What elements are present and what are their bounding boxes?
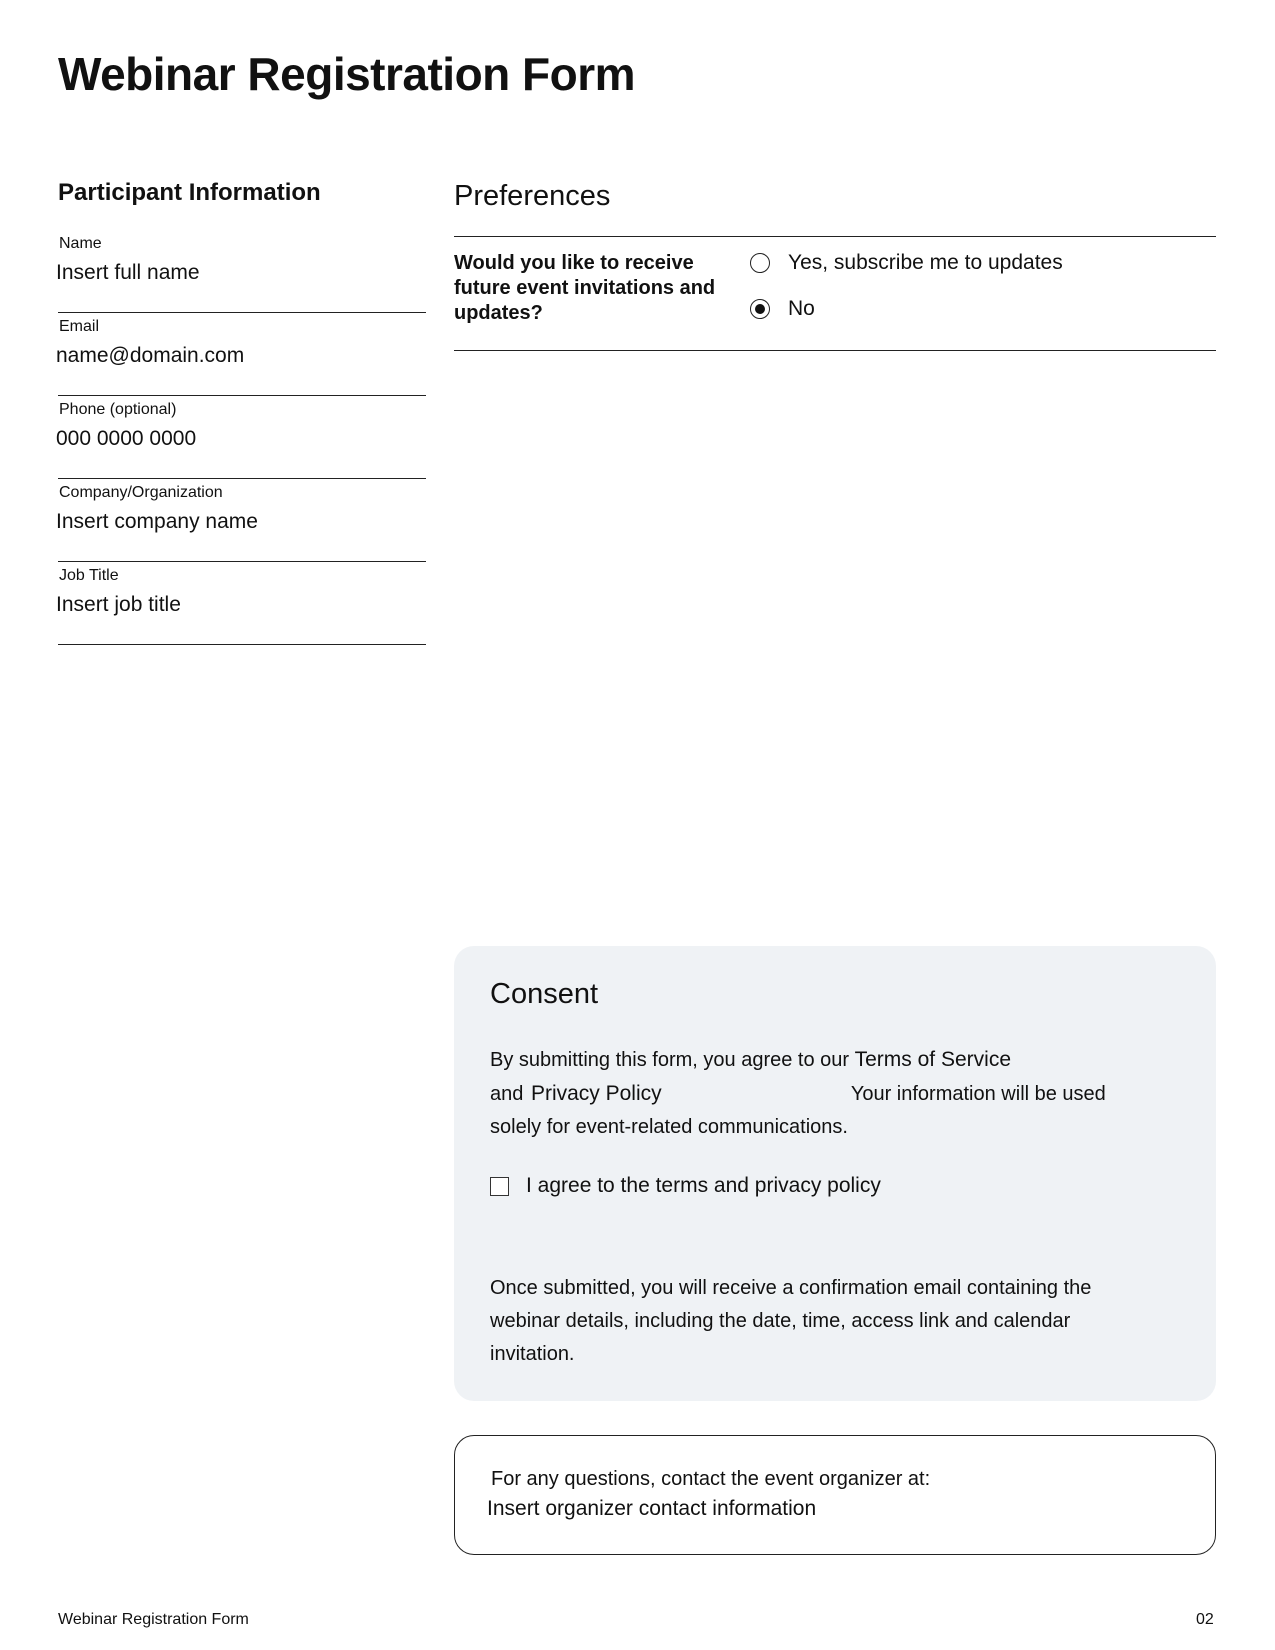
radio-yes[interactable] [750,253,770,273]
phone-field-group [58,396,426,479]
contact-text: For any questions, contact the event organizer at: [491,1468,931,1490]
agree-checkbox[interactable] [490,1177,509,1196]
radio-no[interactable] [750,299,770,319]
footer-title: Webinar Registration Form [58,1611,249,1628]
email-field-group [58,313,426,396]
consent-panel [454,946,1216,1401]
consent-and: and [490,1083,524,1105]
company-label: Company/Organization [59,484,223,501]
radio-yes-label: Yes, subscribe me to updates [788,251,1063,274]
participant-heading: Participant Information [58,179,321,206]
job-title-label: Job Title [59,567,119,584]
job-title-input[interactable] [56,592,426,618]
company-input[interactable] [56,509,426,535]
phone-label: Phone (optional) [59,401,177,418]
radio-option-yes[interactable] [750,249,1063,277]
page-title: Webinar Registration Form [58,48,636,100]
email-label: Email [59,318,100,335]
subscription-question-box [454,236,1216,351]
consent-text-after: Your information will be used solely for event-related communications. [490,1083,1106,1138]
subscription-question: Would you like to receive future event invitations and updates? [454,252,716,324]
email-input[interactable] [56,343,426,369]
job-title-field-group [58,562,426,645]
contact-box [454,1435,1216,1555]
page-number: 02 [1196,1611,1214,1628]
participant-section [58,178,426,645]
radio-no-label: No [788,297,815,320]
agree-checkbox-row[interactable] [490,1172,881,1200]
terms-of-service-link[interactable]: Terms of Service [854,1048,1011,1071]
privacy-policy-link[interactable]: Privacy Policy [530,1082,662,1105]
name-label: Name [59,235,102,252]
preferences-section [454,176,1216,351]
organizer-contact-input[interactable] [487,1496,1087,1522]
preferences-heading: Preferences [454,180,611,212]
phone-input[interactable] [56,426,426,452]
name-input[interactable] [56,260,426,286]
agree-checkbox-label: I agree to the terms and privacy policy [526,1174,881,1197]
confirmation-text: Once submitted, you will receive a confirmation email containing the webinar details, including the date, time, access link and calendar invitation. [490,1277,1092,1365]
company-field-group [58,479,426,562]
name-field-group [58,230,426,313]
consent-heading: Consent [490,978,599,1010]
radio-option-no[interactable] [750,295,815,323]
consent-text-before: By submitting this form, you agree to our [490,1049,850,1071]
consent-text [490,1043,1150,1144]
